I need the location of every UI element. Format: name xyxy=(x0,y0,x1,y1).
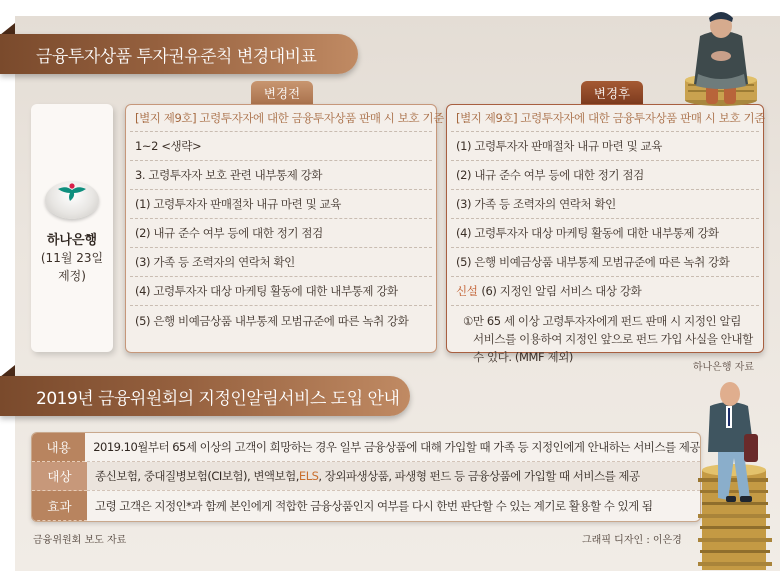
list-item: (2) 내규 준수 여부 등에 대한 정기 점검 xyxy=(130,219,432,248)
info-value xyxy=(87,462,700,490)
info-value-post: , 장외파생상품, 파생형 펀드 등 금융상품에 가입할 때 서비스를 제공 xyxy=(318,469,640,483)
info-row-target xyxy=(32,462,700,491)
tab-after: 변경후 xyxy=(581,81,643,105)
bank-card xyxy=(31,104,113,352)
list-item: (4) 고령투자자 대상 마케팅 활동에 대한 내부통제 강화 xyxy=(130,277,432,306)
list-item: (3) 가족 등 조력자의 연락처 확인 xyxy=(451,190,759,219)
info-value-pre: 종신보험, 중대질병보험(CI보험), 변액보험, xyxy=(95,469,299,483)
list-item: (1) 고령투자자 판매절차 내규 마련 및 교육 xyxy=(451,132,759,161)
new-item-note: ①만 65 세 이상 고령투자자에게 펀드 판매 시 지정인 알림 서비스를 이용하여 지정인 앞으로 펀드 가입 사실을 안내할 수 있다. (MMF 제외) xyxy=(463,314,753,364)
list-item: (1) 고령투자자 판매절차 내규 마련 및 교육 xyxy=(130,190,432,219)
before-panel xyxy=(125,104,444,353)
list-item: (5) 은행 비예금상품 내부통제 모범규준에 따른 녹취 강화 xyxy=(451,248,759,277)
info-value: 고령 고객은 지정인*과 함께 본인에게 적합한 금융상품인지 여부를 다시 한번 판단할 수 있는 계기로 활용할 수 있게 됨 xyxy=(95,498,653,513)
info-label: 효과 xyxy=(32,491,87,521)
bank-date-line2: 제정) xyxy=(58,268,86,283)
hana-bank-logo-icon xyxy=(43,173,101,219)
section1-title: 금융투자상품 투자권유준칙 변경대비표 xyxy=(0,34,358,74)
tab-before: 변경전 xyxy=(251,81,313,105)
section2-title: 2019년 금융위원회의 지정인알림서비스 도입 안내 xyxy=(0,376,410,416)
list-item: 3. 고령투자자 보호 관련 내부통제 강화 xyxy=(130,161,432,190)
info-label: 내용 xyxy=(32,433,85,462)
list-item: 1~2 <생략> xyxy=(130,132,432,161)
info-row-content xyxy=(32,433,700,462)
info-value: 2019.10월부터 65세 이상의 고객이 희망하는 경우 일부 금융상품에 대해 가입할 때 가족 등 지정인에게 안내하는 서비스를 제공 xyxy=(93,440,700,454)
after-header: [별지 제9호] 고령투자자에 대한 금융투자상품 판매 시 보호 기준 xyxy=(451,105,759,132)
info-table xyxy=(31,432,701,522)
els-highlight: ELS xyxy=(298,469,319,483)
bank-name: 하나은행 xyxy=(46,232,98,248)
elderly-woman-on-coins-icon xyxy=(676,0,766,108)
after-panel xyxy=(446,104,765,364)
list-item: (5) 은행 비예금상품 내부통제 모범규준에 따른 녹취 강화 xyxy=(135,313,409,328)
list-item: (2) 내규 준수 여부 등에 대한 정기 점검 xyxy=(451,161,759,190)
before-header: [별지 제9호] 고령투자자에 대한 금융투자상품 판매 시 보호 기준 xyxy=(130,105,432,132)
new-item-row xyxy=(451,277,759,306)
source-hana: 하나은행 자료 xyxy=(692,362,754,373)
info-label: 대상 xyxy=(32,462,87,491)
graphic-credit: 그래픽 디자인 : 이은경 xyxy=(582,535,682,546)
list-item: (3) 가족 등 조력자의 연락처 확인 xyxy=(130,248,432,277)
new-tag: 신설 xyxy=(456,284,478,298)
bank-date-line1: (11월 23일 xyxy=(40,250,104,265)
list-item: (4) 고령투자자 대상 마케팅 활동에 대한 내부통제 강화 xyxy=(451,219,759,248)
new-item-text: (6) 지정인 알림 서비스 대상 강화 xyxy=(481,284,642,298)
source-fsc: 금융위원회 보도 자료 xyxy=(33,535,127,546)
elderly-man-on-coins-icon xyxy=(688,378,780,571)
info-row-effect xyxy=(32,491,700,520)
